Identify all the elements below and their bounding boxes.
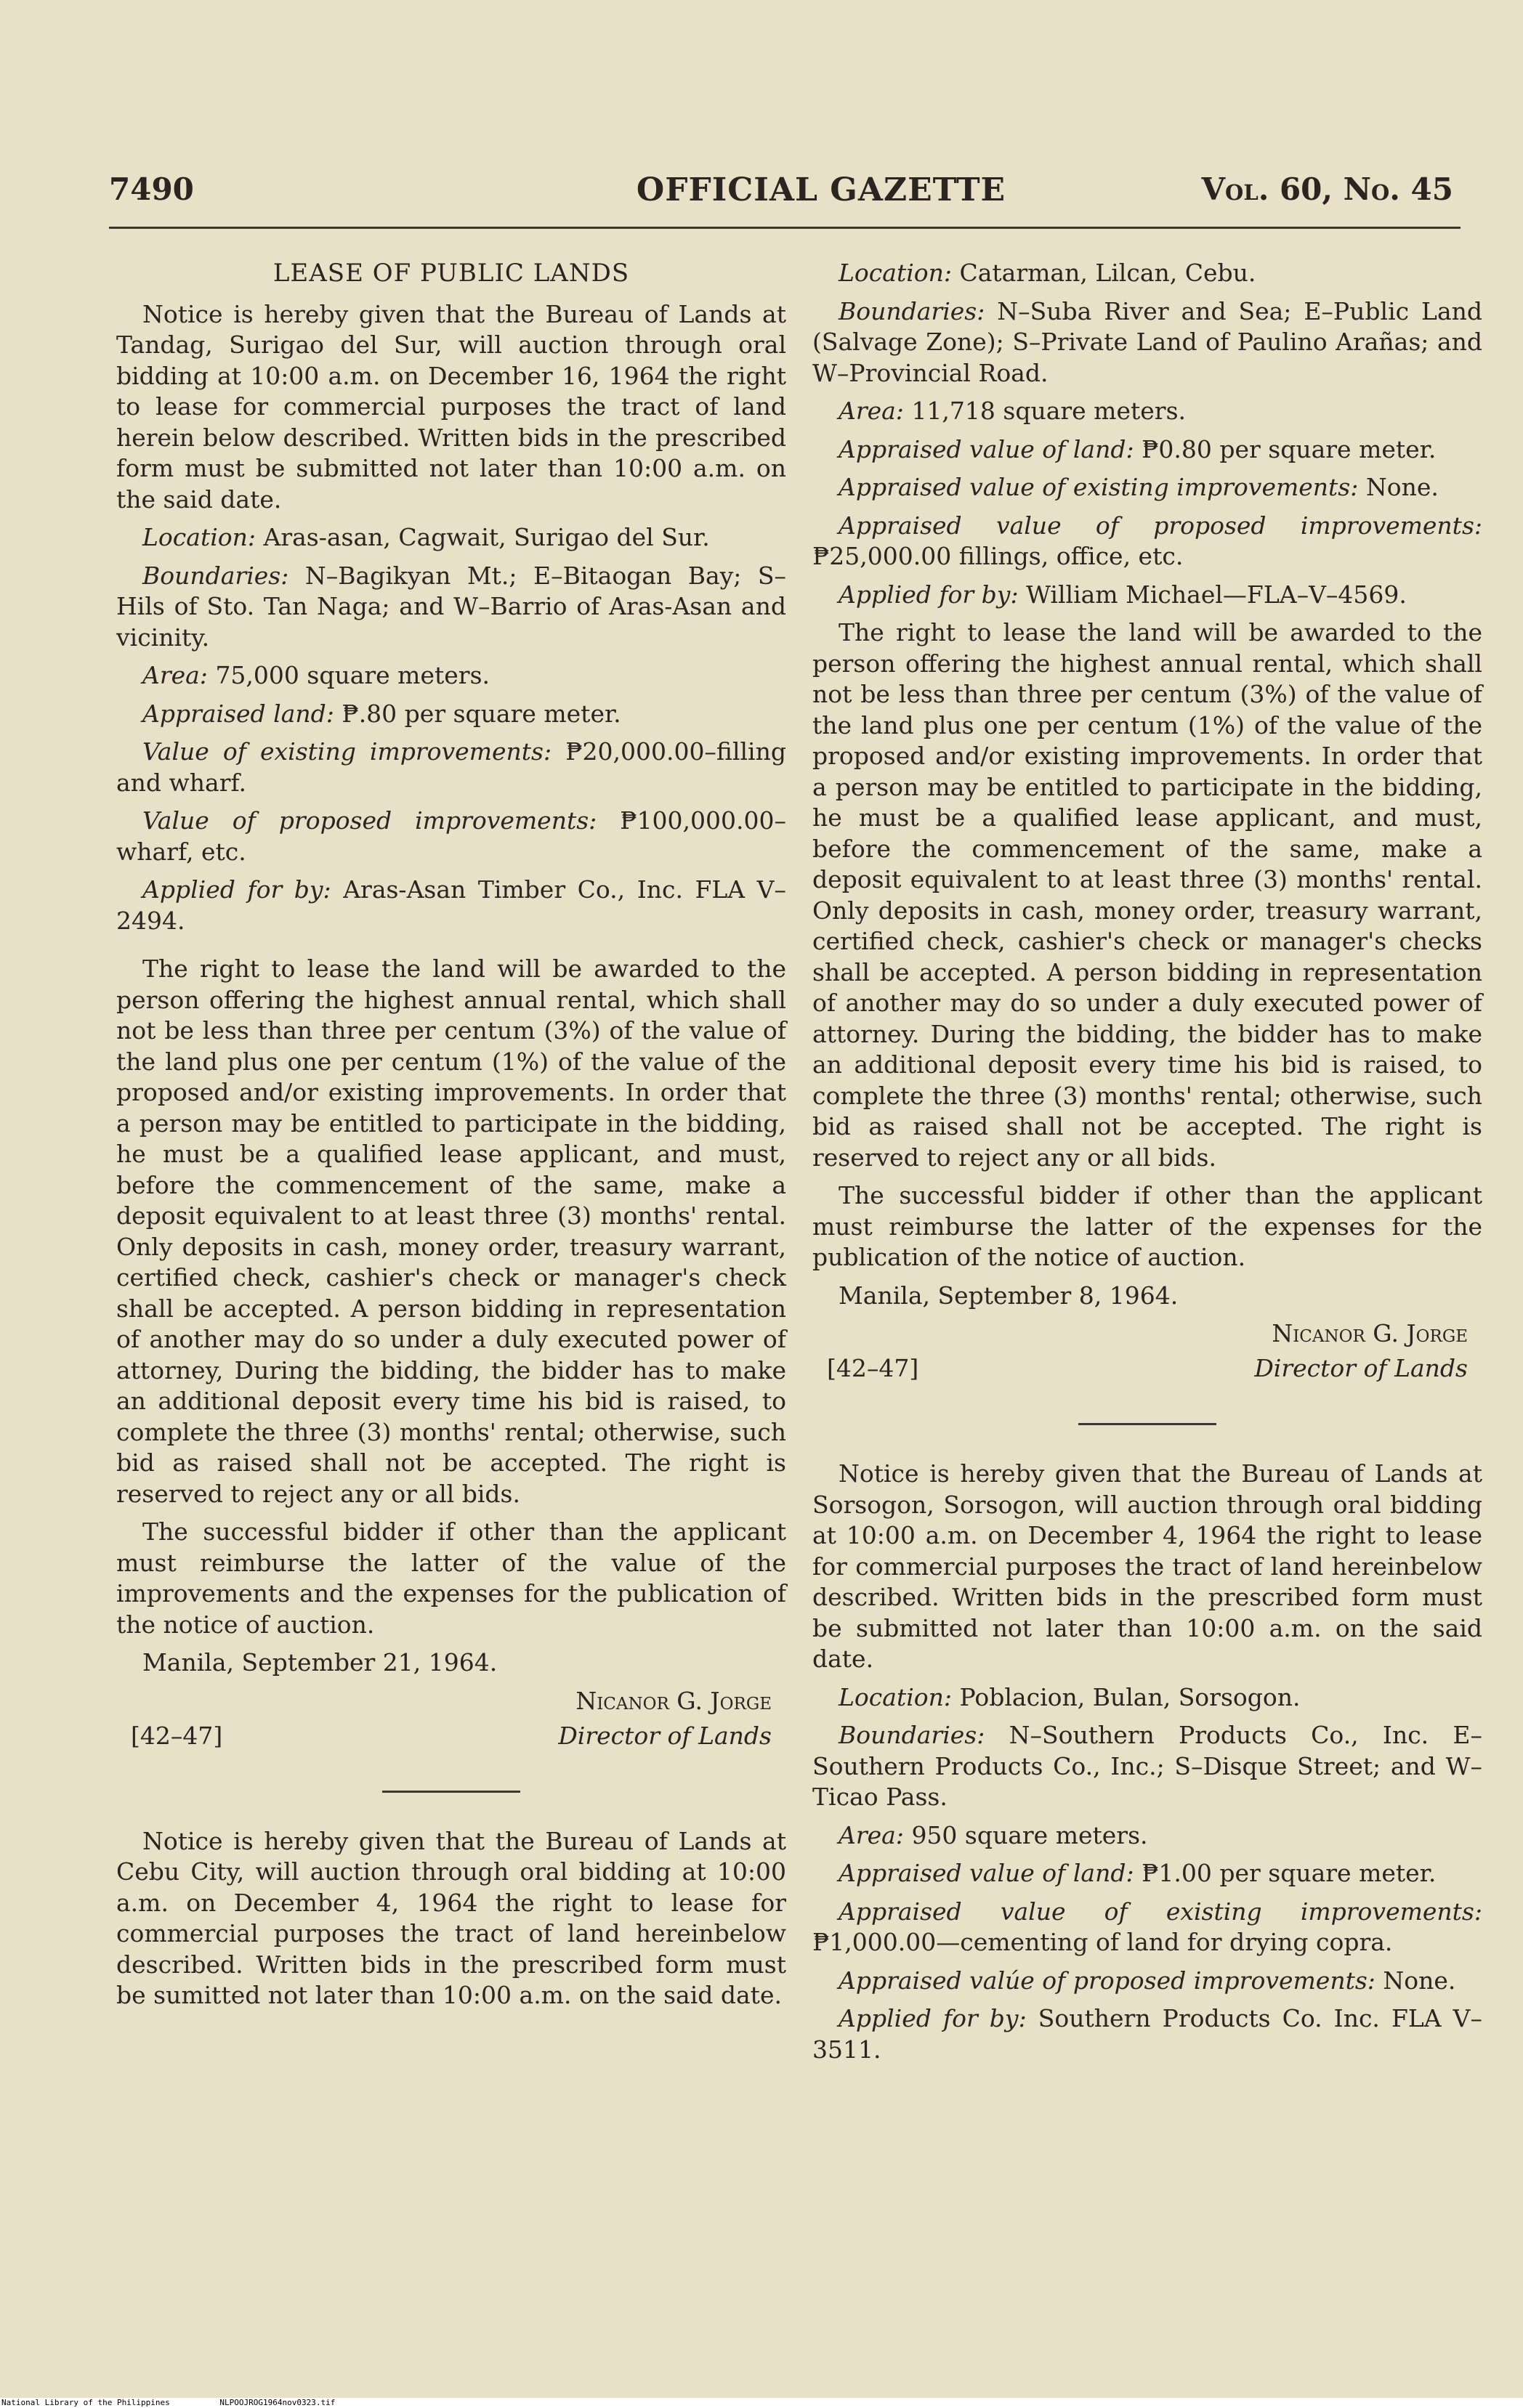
boundaries-value: N–Bagikyan Mt.; E–Bitaogan Bay; S–Hils of Sto. Tan Naga; and W–Barrio of Aras-Asan and vicinity. [116,561,786,652]
tandag-boundaries [116,561,786,654]
appraised-value: ₱0.80 per square meter. [1142,434,1437,463]
tandag-applied [116,875,786,936]
tandag-terms: The right to lease the land will be awarded to the person offering the highest annual rental, which shall not be less than three per centum (3%) of the value of the land plus one per centum (1%) of the value of the proposed and/or existing improvements. In order that a person may be entitled to participate in the bidding, he must be a qualified lease applicant, and must, before the commencement of the same, make a deposit equivalent to at least three (3) months' rental. Only deposits in cash, money order, treasury warrant, certified check, cashier's check or manager's check shall be accepted. A person bidding in representation of another may do so under a duly executed power of attorney, During the bidding, the bidder has to make an additional deposit every time his bid is raised, to complete the three (3) months' rental; otherwise, such bid as raised shall not be accepted. The right is reserved to reject any or all bids. [116,954,786,1508]
tandag-signature [116,1686,786,1759]
tandag-reimburse: The successful bidder if other than the applicant must reimburse the latter of the value of the improvements and the expenses for the publication of the notice of auction. [116,1517,786,1639]
sorsogon-proposed [812,1966,1482,1997]
signer-title: Director of Lands [558,1721,772,1750]
appraised-label: Appraised land: [142,699,334,728]
tandag-area [116,660,786,692]
header-rule [109,227,1461,229]
boundaries-value: N–Suba River and Sea; E–Public Land (Salvage Zone); S–Private Land of Paulino Arañas; and W–Provincial Road. [812,296,1482,387]
appraised-value: ₱1.00 per square meter. [1142,1859,1437,1887]
signer-name: Nicanor G. Jorge [1272,1319,1468,1347]
sorsogon-area [812,1820,1482,1852]
proposed-label: Value of proposed improvements: [142,806,597,835]
cebu-proposed [812,511,1482,572]
reference-number: [42–47] [131,1721,223,1750]
right-column [812,258,1482,2072]
cebu-terms: The right to lease the land will be awarded to the person offering the highest annual rental, which shall not be less than three per centum (3%) of the value of the land plus one per centum (1%) of the value of the proposed and/or existing improvements. In order that a person may be entitled to participate in the bidding, he must be a qualified lease applicant, and must, before the commencement of the same, make a deposit equivalent to at least three (3) months' rental. Only deposits in cash, money order, treasury warrant, certified check, cashier's check or manager's checks shall be accepted. A person bidding in representation of another may do so under a duly executed power of attorney. During the bidding, the bidder has to make an additional deposit every time his bid is raised, to complete the three (3) months' rental; otherwise, such bid as raised shall not be accepted. The right is reserved to reject any or all bids. [812,618,1482,1172]
cebu-location [812,258,1482,289]
existing-value: ₱20,000.00–filling and wharf. [116,737,786,797]
signer-title: Director of Lands [1254,1354,1468,1382]
publication-title: OFFICIAL GAZETTE [636,171,1006,208]
section-title: LEASE OF PUBLIC LANDS [272,259,630,288]
proposed-label: Appraised value of proposed improvements: [839,511,1482,540]
area-label: Area: [839,397,904,425]
boundaries-label: Boundaries: [839,296,985,325]
left-column [116,258,786,2019]
area-value: 75,000 square meters. [215,661,490,689]
tandag-proposed [116,806,786,867]
location-value: Catarman, Lilcan, Cebu. [959,259,1256,287]
area-label: Area: [839,1820,904,1849]
page-number: 7490 [109,171,194,207]
sorsogon-existing [812,1897,1482,1958]
proposed-value: ₱25,000.00 fillings, office, etc. [812,542,1184,570]
scan-filename: NLPOOJROG1964nov0323.tif [219,2398,336,2407]
area-value: 11,718 square meters. [911,397,1186,425]
cebu-area [812,396,1482,427]
applied-value: William Michael—FLA–V–4569. [1026,580,1407,609]
applied-label: Applied for by: [839,580,1019,609]
existing-value: None. [1365,473,1439,501]
tandag-appraised [116,699,786,730]
applied-label: Applied for by: [142,875,331,904]
boundaries-value: N–Southern Products Co., Inc. E–Southern Products Co., Inc.; S–Disque Street; and W–Ticao Pass. [812,1721,1482,1811]
cebu-applied [812,580,1482,611]
cebu-reimburse: The successful bidder if other than the applicant must reimburse the latter of the expenses for the publication of the notice of auction. [812,1181,1482,1271]
applied-value: Southern Products Co. Inc. FLA V–3511. [812,2004,1482,2064]
sorsogon-appraised [812,1858,1482,1889]
sorsogon-applied [812,2003,1482,2065]
proposed-label: Appraised valúe of proposed improvements: [839,1966,1375,1995]
notice-divider [1078,1423,1216,1425]
existing-label: Appraised value of existing improvements: [839,473,1359,501]
location-label: Location: [142,523,256,551]
existing-label: Appraised value of existing improvements: [839,1897,1482,1926]
existing-label: Value of existing improvements: [142,737,552,766]
location-value: Aras-asan, Cagwait, Surigao del Sur. [263,523,710,551]
cebu-date: Manila, September 8, 1964. [839,1281,1179,1310]
appraised-label: Appraised value of land: [839,1859,1134,1887]
tandag-intro: Notice is hereby given that the Bureau of Lands at Tandag, Surigao del Sur, will auction through oral bidding at 10:00 a.m. on December 16, 1964 the right to lease for commercial purposes the tract of land herein below described. Written bids in the prescribed form must be submitted not later than 10:00 a.m. on the said date. [116,299,786,514]
tandag-date: Manila, September 21, 1964. [142,1648,498,1677]
sorsogon-intro: Notice is hereby given that the Bureau of Lands at Sorsogon, Sorsogon, will auction through oral bidding at 10:00 a.m. on December 4, 1964 the right to lease for commercial purposes the tract of land hereinbelow described. Written bids in the prescribed form must be submitted not later than 10:00 a.m. on the said date. [812,1459,1482,1673]
library-credit: National Library of the Philippines [1,2398,170,2407]
proposed-value: ₱100,000.00–wharf, etc. [116,806,787,866]
area-value: 950 square meters. [911,1820,1148,1849]
notice-divider [382,1791,520,1793]
boundaries-label: Boundaries: [839,1721,985,1749]
location-label: Location: [839,1682,952,1711]
volume-number: Vol. 60, No. 45 [1201,171,1453,207]
appraised-value: ₱.80 per square meter. [342,699,621,728]
location-label: Location: [839,259,952,287]
page-header [109,171,1461,215]
reference-number: [42–47] [827,1354,919,1382]
tandag-existing [116,737,786,798]
tandag-location [116,522,786,554]
existing-value: ₱1,000.00—cementing of land for drying copra. [812,1928,1393,1956]
appraised-label: Appraised value of land: [839,434,1134,463]
scan-footer [0,2398,1523,2408]
cebu-signature [812,1318,1482,1391]
signer-name: Nicanor G. Jorge [575,1686,772,1715]
sorsogon-boundaries [812,1720,1482,1813]
cebu-boundaries [812,296,1482,389]
cebu-intro: Notice is hereby given that the Bureau of Lands at Cebu City, will auction through oral bidding at 10:00 a.m. on December 4, 1964 the right to lease for commercial purposes the tract of land hereinbelow described. Written bids in the prescribed form must be sumitted not later than 10:00 a.m. on the said date. [116,1826,786,2009]
boundaries-label: Boundaries: [142,561,289,590]
location-value: Poblacion, Bulan, Sorsogon. [959,1682,1301,1711]
sorsogon-location [812,1682,1482,1714]
cebu-existing [812,472,1482,503]
proposed-value: None. [1383,1966,1456,1995]
area-label: Area: [142,661,208,689]
cebu-appraised [812,434,1482,466]
applied-label: Applied for by: [839,2004,1027,2032]
applied-value: Aras-Asan Timber Co., Inc. FLA V– 2494. [116,875,786,935]
